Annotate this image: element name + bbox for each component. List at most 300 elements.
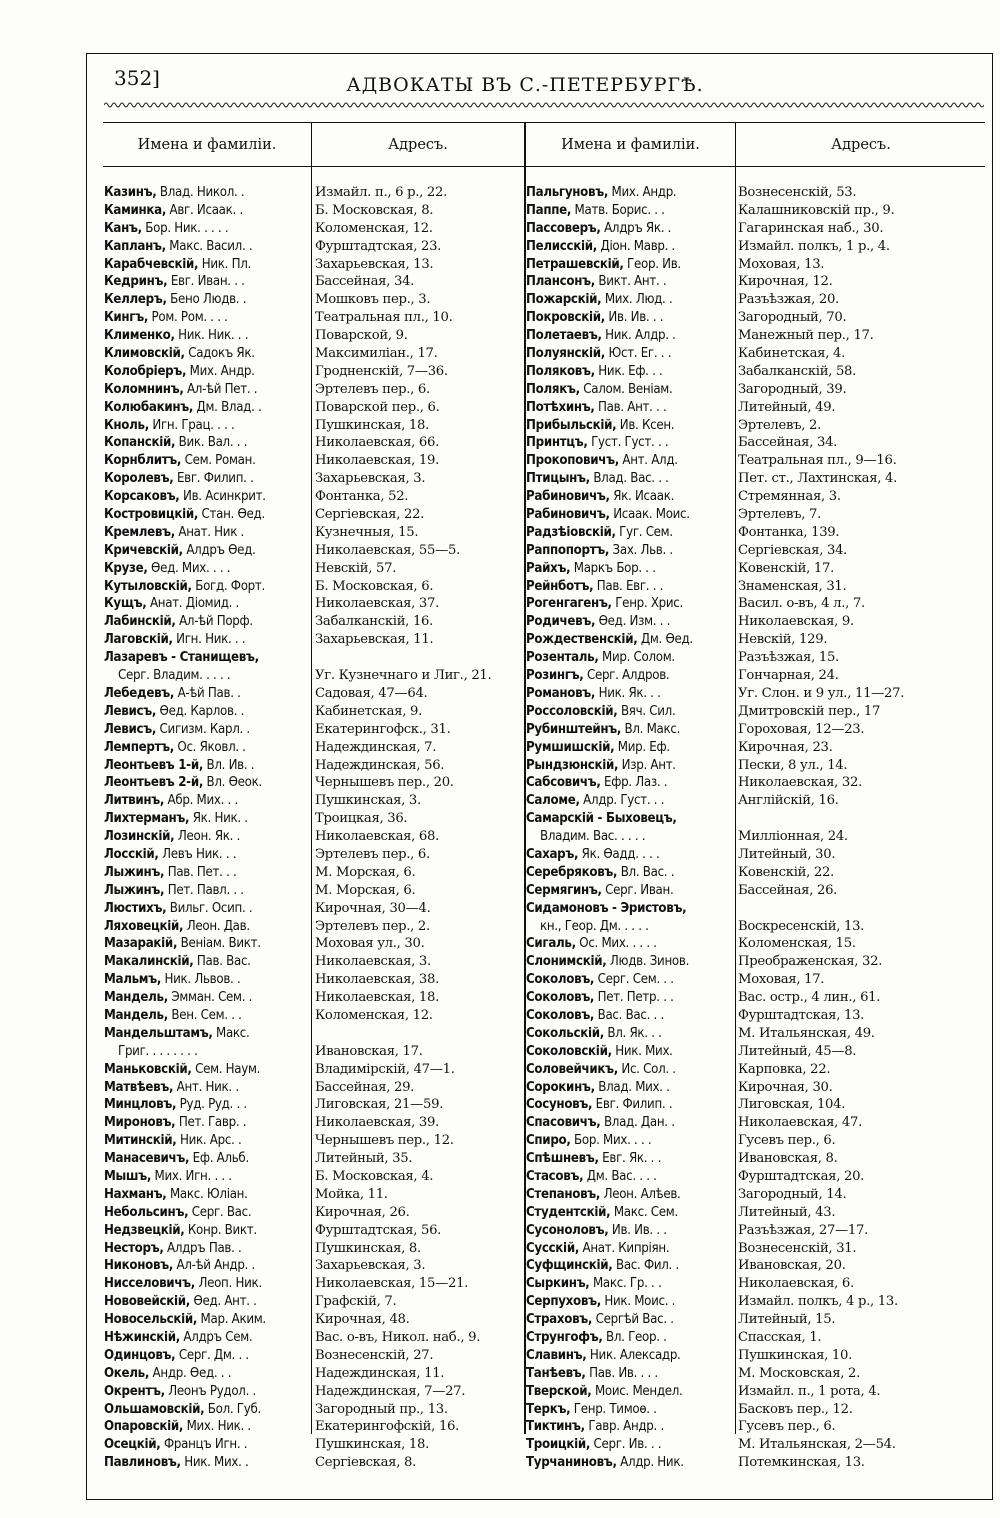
entry-address: Ивановская, 8. <box>738 1151 838 1167</box>
surname: Степановъ, <box>526 1186 601 1202</box>
entry-address: Загородный, 70. <box>738 310 847 326</box>
given-names: Ис. Сол. . <box>617 1061 676 1077</box>
entry-address: Дмитровскій пер., 17 <box>738 703 881 719</box>
surname: Сахаръ, <box>526 846 579 862</box>
surname: Танѣевъ, <box>526 1365 586 1381</box>
given-names: Ѳед. Карлов. . <box>156 703 245 719</box>
entry-address: Воскресенскій, 13. <box>738 918 865 934</box>
entry-name <box>526 1061 734 1079</box>
surname: Макалинскій, <box>104 954 194 970</box>
entry-name <box>526 524 734 542</box>
surname: Окель, <box>104 1365 150 1381</box>
surname: Небольсинъ, <box>104 1204 189 1220</box>
entry-address: Загородный, 39. <box>738 381 847 397</box>
surname: Окрентъ, <box>104 1383 165 1399</box>
entry-address: Эртелевъ пер., 6. <box>315 846 430 862</box>
entry-address: Эртелевъ пер., 2. <box>315 918 430 934</box>
surname: Капланъ, <box>104 238 166 254</box>
surname: Спасовичъ, <box>526 1115 601 1131</box>
entry-address: Гродненскій, 7—36. <box>315 363 448 379</box>
entry-address: Гороховая, 12—23. <box>738 721 865 737</box>
entry-address: Захарьевская, 3. <box>315 1258 426 1274</box>
entry-name <box>526 184 734 202</box>
entry-name <box>526 470 734 488</box>
surname: Пальгуновъ, <box>526 185 609 200</box>
entry-name <box>104 202 310 220</box>
entry-address: Литейный, 15. <box>738 1312 836 1328</box>
entry-name <box>104 1168 310 1186</box>
entry-name <box>526 363 734 381</box>
entry-address: Васил. о-въ, 4 л., 7. <box>738 596 865 612</box>
entry-address: Фурштадтская, 23. <box>315 238 442 254</box>
entry-name <box>526 1418 734 1436</box>
entry-address: Театральная пл., 10. <box>315 310 453 326</box>
entry-address: Ивановская, 17. <box>315 1043 423 1059</box>
entry-name <box>104 220 310 238</box>
entry-address: Калашниковскій пр., 9. <box>738 202 895 218</box>
surname: Рогенгагенъ, <box>526 596 612 612</box>
entry-address: Пушкинская, 3. <box>315 793 421 809</box>
given-names: Моис. Мендел. <box>591 1383 683 1399</box>
surname: Манасевичъ, <box>104 1151 190 1167</box>
given-names: Пав. Пет. . . <box>164 864 237 880</box>
surname: Лыжинъ, <box>104 864 165 880</box>
entry-address: Фонтанка, 52. <box>315 489 409 505</box>
surname: Мальмъ, <box>104 972 162 988</box>
given-names: Мир. Еф. <box>614 739 670 755</box>
entry-name <box>104 828 310 846</box>
surname: Нахманъ, <box>104 1186 167 1202</box>
given-names: Владим. Вас. . . . . <box>540 829 646 845</box>
surname: Корсаковъ, <box>104 489 180 505</box>
entry-address: Захарьевская, 11. <box>315 632 434 648</box>
given-names: Садокъ Як. <box>184 346 255 362</box>
entry-name <box>526 595 734 613</box>
given-names: Андр. Ѳед. . . <box>149 1365 232 1381</box>
surname: Полетаевъ, <box>526 328 602 344</box>
given-names: Абр. Мих. . . <box>164 793 238 809</box>
entry-name <box>104 238 310 256</box>
surname: Карабчевскій, <box>104 256 199 272</box>
given-names: Сигизм. Карл. . <box>156 721 250 737</box>
given-names: Ник. Ник. . . <box>174 328 249 344</box>
entry-name <box>104 1347 310 1365</box>
entry-address: Гончарная, 24. <box>738 668 839 684</box>
given-names: Матв. Борис. . . <box>571 202 665 218</box>
entry-name <box>104 739 310 757</box>
given-names: Людв. Зинов. <box>606 954 690 970</box>
entry-name <box>104 1061 310 1079</box>
given-names: Левъ Ник. . . <box>158 846 237 862</box>
entry-name <box>526 900 734 918</box>
entry-name <box>526 846 734 864</box>
surname: Рейнботъ, <box>526 578 594 594</box>
given-names: Евг. Филип. . <box>592 1097 673 1113</box>
col-divider <box>311 122 312 1434</box>
entry-address: Пушкинская, 10. <box>738 1347 853 1363</box>
entry-name <box>104 488 310 506</box>
entry-address: Невскій, 129. <box>738 632 828 648</box>
entry-address: Б. Московская, 8. <box>315 202 434 218</box>
entry-name <box>104 1436 310 1454</box>
entry-address: Лиговская, 21—59. <box>315 1097 444 1113</box>
given-names: Мих. Ник. . <box>183 1419 251 1435</box>
surname: Копанскій, <box>104 435 176 451</box>
surname: Мандельштамъ, <box>104 1025 213 1041</box>
given-names: Влад. Никол. . <box>156 185 245 200</box>
entry-address: Николаевская, 38. <box>315 972 440 988</box>
given-names: Вл. Макс. <box>621 721 681 737</box>
entry-address: Лиговская, 104. <box>738 1097 846 1113</box>
surname: Турчаниновъ, <box>526 1455 617 1471</box>
surname: Сусскій, <box>526 1240 580 1256</box>
given-names: Юст. Ег. . . <box>605 346 672 362</box>
surname: Спѣшневъ, <box>526 1151 599 1167</box>
given-names: Гуг. Сем. <box>615 524 673 540</box>
given-names: Пав. Ант. . . <box>594 399 667 415</box>
entry-address: Б. Московская, 6. <box>315 578 434 594</box>
surname: Лаговскій, <box>104 632 173 648</box>
given-names: Еф. Альб. <box>189 1151 249 1167</box>
entry-address: М. Морская, 6. <box>315 882 416 898</box>
entry-name <box>526 1257 734 1275</box>
entry-address: М. Морская, 6. <box>315 864 416 880</box>
entry-name <box>104 1293 310 1311</box>
entry-name <box>104 1311 310 1329</box>
entry-name <box>104 1401 310 1419</box>
entry-address: Графскій, 7. <box>315 1294 397 1310</box>
given-names: Леонъ Рудол. . <box>164 1383 256 1399</box>
entry-name <box>526 452 734 470</box>
entry-name <box>526 971 734 989</box>
given-names: Веніам. Викт. <box>177 936 261 952</box>
left-name-header: Имена и фамиліи. <box>137 137 277 153</box>
entry-address: Измайл. п., 6 р., 22. <box>315 185 448 200</box>
surname: Люстихъ, <box>104 900 167 916</box>
surname: Пелисскій, <box>526 238 597 254</box>
entry-name <box>526 1311 734 1329</box>
entry-name <box>104 1240 310 1258</box>
entry-name <box>526 1043 734 1061</box>
surname: Спиро, <box>526 1133 571 1149</box>
surname: Колюбакинъ, <box>104 399 194 415</box>
entry-name <box>104 1132 310 1150</box>
given-names: Алдр. Ник. <box>616 1455 684 1471</box>
entry-name <box>104 1150 310 1168</box>
right-name-header: Имена и фамиліи. <box>561 137 700 153</box>
given-names: Пет. Павл. . . <box>164 882 244 898</box>
entry-name <box>526 1365 734 1383</box>
given-names: Вик. Вал. . . <box>175 435 248 451</box>
entry-name <box>526 1436 734 1454</box>
given-names: Ник. Алексадр. <box>586 1347 681 1363</box>
entry-name <box>526 685 734 703</box>
surname: Розенталь, <box>526 650 599 666</box>
entry-address: Пески, 8 ул., 14. <box>738 757 848 773</box>
entry-name <box>104 273 310 291</box>
entry-address: Екатерингофскій, 16. <box>315 1419 460 1435</box>
entry-address: Николаевская, 15—21. <box>315 1276 469 1292</box>
given-names: Авг. Исаак. . <box>166 202 243 218</box>
given-names: Макс. Гр. . . <box>589 1276 662 1292</box>
entry-name <box>526 1275 734 1293</box>
given-names: Алдръ Пав. . <box>163 1240 242 1256</box>
given-names: Игн. Ник. . . <box>172 632 246 648</box>
entry-address: Поварской пер., 6. <box>315 399 440 415</box>
surname: Пожарскій, <box>526 292 602 308</box>
surname: Кноль, <box>104 417 149 433</box>
given-names: Алдръ Як. . <box>600 220 672 236</box>
header-rule <box>103 166 985 167</box>
entry-name <box>104 578 310 596</box>
entry-address: Кирочная, 48. <box>315 1312 410 1328</box>
entry-address: Театральная пл., 9—16. <box>738 453 897 469</box>
surname: Коломнинъ, <box>104 381 184 397</box>
entry-name <box>104 1257 310 1275</box>
entry-address: Измайл. полкъ, 1 р., 4. <box>738 238 890 254</box>
surname: Лыжинъ, <box>104 882 165 898</box>
surname: Соколовскій, <box>526 1043 612 1059</box>
surname: Полуянскій, <box>526 346 605 362</box>
given-names: Григ. . . . . . . . <box>118 1043 198 1059</box>
entry-address: Литейный, 49. <box>738 399 836 415</box>
given-names: Алдр. Густ. . . <box>579 793 665 809</box>
entry-address: Кабинетская, 9. <box>315 703 422 719</box>
given-names: Вас. Фил. . <box>612 1258 679 1274</box>
entry-address: Милліонная, 24. <box>738 829 848 845</box>
entry-name <box>526 417 734 435</box>
given-names: Евг. Филип. . <box>173 471 254 487</box>
given-names: Влад. Дан. . <box>600 1115 675 1131</box>
surname: Сокольскій, <box>526 1025 604 1041</box>
entry-name <box>104 989 310 1007</box>
entry-address: Кузнечныя, 15. <box>315 524 419 540</box>
entry-name <box>526 1186 734 1204</box>
entry-name <box>104 631 310 649</box>
entry-name <box>526 810 734 828</box>
surname: Лозинскій, <box>104 829 175 845</box>
given-names: Макс. Васил. . <box>165 238 253 254</box>
surname: Лемпертъ, <box>104 739 174 755</box>
given-names: Мих. Люд. . <box>601 292 673 308</box>
surname: Нѣжинскій, <box>104 1330 180 1345</box>
surname: Левисъ, <box>104 721 157 737</box>
given-names: Ѳед. Изм. . . <box>595 614 671 630</box>
entry-name <box>526 238 734 256</box>
given-names: Бено Людв. . <box>166 292 247 308</box>
entry-address: Литейный, 43. <box>738 1204 836 1220</box>
given-names: Пав. Евг. . . <box>593 578 664 594</box>
given-names: Дм. Влад. . <box>193 399 262 415</box>
given-names: Серг. Сем. . . <box>594 972 674 988</box>
surname: Мазаракій, <box>104 936 178 952</box>
surname: Кутыловскій, <box>104 578 192 594</box>
entry-address: Уг. Кузнечнаго и Лиг., 21. <box>315 668 492 684</box>
surname: Сорокинъ, <box>526 1079 595 1095</box>
entry-address: Литейный, 35. <box>315 1151 413 1167</box>
directory-table <box>103 122 985 1471</box>
surname: Сидамоновъ - Эристовъ, <box>526 900 687 916</box>
entry-address: Николаевская, 66. <box>315 435 440 451</box>
entry-name <box>526 989 734 1007</box>
given-names: Алдръ Сем. <box>179 1330 253 1345</box>
entry-address: Надеждинская, 56. <box>315 757 445 773</box>
given-names: Зах. Льв. . <box>609 542 673 558</box>
given-names: Ник. Моис. . <box>600 1294 676 1310</box>
entry-name <box>104 1329 310 1347</box>
entry-address: Разъѣзжая, 15. <box>738 650 839 666</box>
surname: Павлиновъ, <box>104 1455 181 1471</box>
given-names: Ник. Мих. . <box>180 1455 249 1471</box>
surname: Сигаль, <box>526 936 576 952</box>
given-names: Мих. Игн. . . . <box>151 1168 232 1184</box>
surname: Келлеръ, <box>104 292 167 308</box>
surname: Романовъ, <box>526 685 596 701</box>
entry-address: Разъѣзжая, 27—17. <box>738 1222 869 1238</box>
surname: Сабсовичъ, <box>526 775 601 791</box>
surname: Левисъ, <box>104 703 157 719</box>
given-names: Макс. Юліан. <box>166 1186 248 1202</box>
surname: Россоловскій, <box>526 703 618 719</box>
entry-address: Загородный, 14. <box>738 1186 847 1202</box>
entry-address: Измайл. полкъ, 4 р., 13. <box>738 1294 898 1310</box>
surname: Кингъ, <box>104 310 149 326</box>
given-names: Як. Исаак. <box>609 489 675 505</box>
entry-name <box>104 1454 310 1472</box>
entry-address: Николаевская, 37. <box>315 596 440 612</box>
given-names: Генр. Хрис. <box>611 596 683 612</box>
entry-address: Коломенская, 12. <box>315 1007 433 1023</box>
entry-address: Загородный пр., 13. <box>315 1401 448 1417</box>
surname: Кедринъ, <box>104 274 168 290</box>
given-names: Евг. Иван. . . <box>167 274 245 290</box>
entry-address: Вознесенскій, 53. <box>738 185 857 200</box>
entry-address: Мойка, 11. <box>315 1186 388 1202</box>
given-names: Вас. Вас. . . <box>594 1007 664 1023</box>
given-names: Ал-ѣй Андр. . <box>173 1258 255 1274</box>
surname: Сыркинъ, <box>526 1276 590 1292</box>
entry-name <box>526 220 734 238</box>
given-names: Бор. Мих. . . . <box>570 1133 652 1149</box>
given-names: Исаак. Моис. <box>609 507 690 523</box>
entry-address: Литейный, 30. <box>738 846 836 862</box>
entry-name <box>526 953 734 971</box>
entry-name <box>104 434 310 452</box>
given-names: Сем. Наум. <box>191 1061 261 1077</box>
entry-address: Моховая, 17. <box>738 972 825 988</box>
entry-address: Николаевская, 3. <box>315 954 431 970</box>
entry-name <box>526 721 734 739</box>
surname: Кремлевъ, <box>104 524 175 540</box>
surname: Королевъ, <box>104 471 174 487</box>
entry-name <box>104 1418 310 1436</box>
entry-address: Кирочная, 23. <box>738 739 833 755</box>
surname: Недзвецкій, <box>104 1222 185 1238</box>
given-names: Францъ Игн. . <box>160 1437 248 1453</box>
surname: Троицкій, <box>526 1437 591 1453</box>
given-names: Игн. Грац. . . . <box>148 417 235 433</box>
surname: Клименко, <box>104 328 175 344</box>
surname: Райхъ, <box>526 560 571 576</box>
entry-address: Троицкая, 36. <box>315 811 408 827</box>
surname: Канъ, <box>104 220 142 236</box>
given-names: Евг. Як. . . <box>598 1151 662 1167</box>
entry-address: Гагаринская наб., 30. <box>738 220 884 236</box>
given-names: Ив. Ксен. <box>616 417 675 433</box>
entry-name <box>104 256 310 274</box>
entry-name <box>526 273 734 291</box>
surname: Литвинъ, <box>104 793 165 809</box>
table-top-rule <box>103 122 985 123</box>
surname: Сермягинъ, <box>526 882 602 898</box>
entry-name <box>526 291 734 309</box>
entry-name <box>526 1454 734 1472</box>
entry-address: Потемкинская, 13. <box>738 1455 865 1471</box>
given-names: Ник. Арс. . <box>176 1133 242 1149</box>
entry-address: Кирочная, 12. <box>738 274 833 290</box>
entry-name <box>526 1114 734 1132</box>
given-names: Ѳед. Ант. . <box>189 1294 257 1310</box>
given-names: Ант. Алд. <box>618 453 678 469</box>
given-names: Анат. Ник . <box>174 524 245 540</box>
surname: Рабиновичъ, <box>526 507 610 523</box>
given-names: Вл. Геор. . <box>602 1330 667 1345</box>
surname: Раппопортъ, <box>526 542 610 558</box>
entry-name <box>526 327 734 345</box>
entry-address: Вознесенскій, 27. <box>315 1347 434 1363</box>
entry-name <box>104 291 310 309</box>
given-names: Вен. Сем. . . <box>167 1007 242 1023</box>
given-names: Бор. Ник. . . . . <box>141 220 229 236</box>
entry-address: Разъѣзжая, 20. <box>738 292 839 308</box>
left-names-column <box>104 184 310 1472</box>
surname: Прибыльскій, <box>526 417 617 433</box>
wavy-rule <box>104 100 984 110</box>
entry-name <box>526 703 734 721</box>
entry-address: Вас. остр., 4 лин., 61. <box>738 990 881 1006</box>
surname: Пассоверъ, <box>526 220 601 236</box>
entry-address: Стремянная, 3. <box>738 489 841 505</box>
entry-address: Фурштадтская, 56. <box>315 1222 442 1238</box>
given-names: Вл. Вас. . <box>617 864 675 880</box>
surname: Птицынъ, <box>526 471 590 487</box>
entry-address: Сергіевская, 34. <box>738 542 848 558</box>
given-names: Вл. Ѳеок. <box>203 775 262 791</box>
given-names: Серг. Дм. . . <box>175 1347 249 1363</box>
given-names: Пет. Гавр. . <box>175 1115 247 1131</box>
entry-name <box>104 1275 310 1293</box>
entry-address: Николаевская, 6. <box>738 1276 854 1292</box>
surname: Лебедевъ, <box>104 685 175 701</box>
entry-address: Бассейная, 29. <box>315 1079 415 1095</box>
surname: Лабинскій, <box>104 614 176 630</box>
entry-address: Б. Московская, 4. <box>315 1168 434 1184</box>
entry-address: Максимиліан., 17. <box>315 346 438 362</box>
entry-address: Басковъ пер., 12. <box>738 1401 853 1417</box>
entry-address: Коломенская, 12. <box>315 220 433 236</box>
surname: Леонтьевъ 1-й, <box>104 757 204 773</box>
surname: Струнгофъ, <box>526 1330 603 1345</box>
entry-address: Захарьевская, 13. <box>315 256 434 272</box>
surname: Мироновъ, <box>104 1115 176 1131</box>
given-names: Як. Ник. . <box>189 811 248 827</box>
entry-address <box>738 900 984 918</box>
entry-name <box>104 595 310 613</box>
left-address-header: Адресъ. <box>388 137 448 153</box>
entry-address: Сергіевская, 22. <box>315 507 425 523</box>
entry-name <box>104 542 310 560</box>
entry-address: Ивановская, 20. <box>738 1258 846 1274</box>
